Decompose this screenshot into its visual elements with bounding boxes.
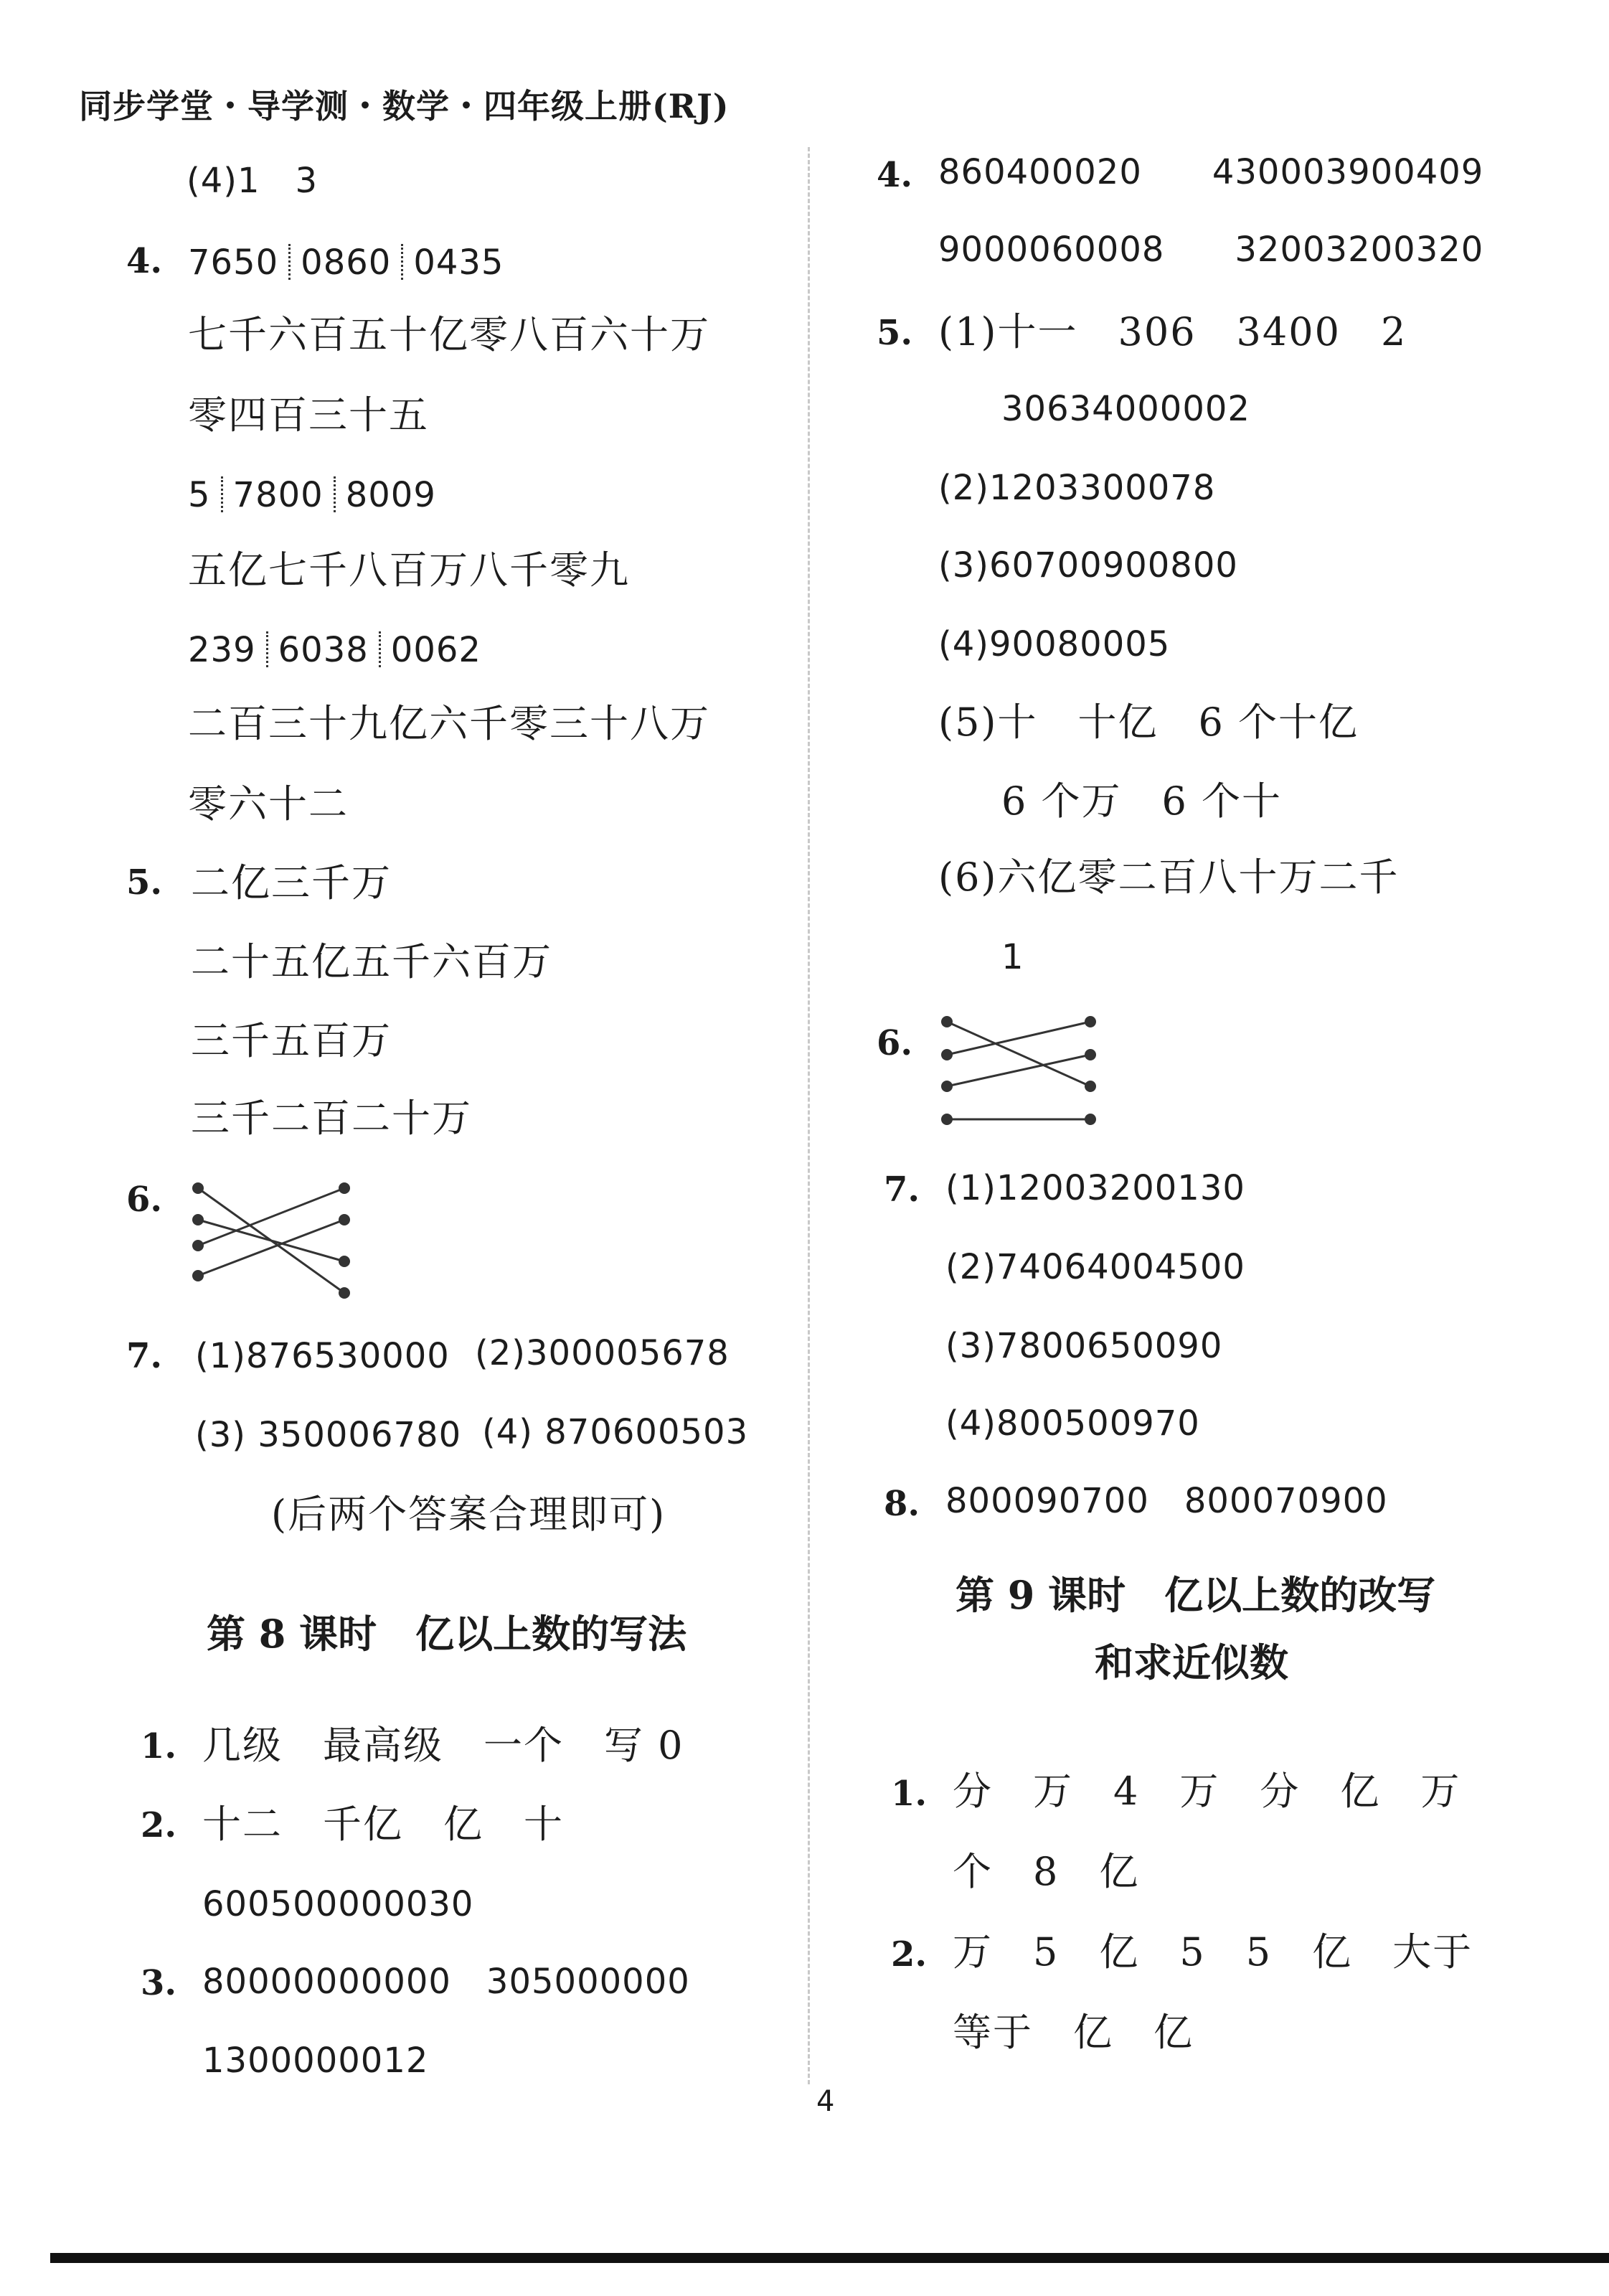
l8-q3-line-2: 1300000012 xyxy=(202,2041,429,2081)
q4-reading-3a: 二百三十九亿六千零三十八万 xyxy=(188,701,710,746)
q5-line-4: 三千二百二十万 xyxy=(191,1096,472,1141)
r-q4-line-1: 860400020 430003900409 xyxy=(938,152,1484,192)
l8-q1-number: 1. xyxy=(141,1726,177,1766)
r-q7-line-4: (4)800500970 xyxy=(945,1403,1200,1444)
r-q5-line-6: (6)六亿零二百八十万二千 xyxy=(938,855,1400,900)
q5-line-2: 二十五亿五千六百万 xyxy=(191,939,552,984)
q4-split-number-1: 7650 0860 0435 xyxy=(188,243,504,283)
q7-answer-1: (1)876530000 xyxy=(195,1336,450,1376)
answer-3-4: (4)1 3 xyxy=(187,161,319,201)
r-q5-line-5: (5)十 十亿 6 个十亿 xyxy=(938,700,1359,745)
page-number: 4 xyxy=(816,2085,835,2118)
r-q5-number: 5. xyxy=(877,313,913,353)
bottom-bar xyxy=(50,2253,1609,2263)
r-q8-number: 8. xyxy=(884,1484,920,1524)
lesson-9-title-line-1: 第 9 课时 亿以上数的改写 xyxy=(956,1572,1436,1618)
r-q7-number: 7. xyxy=(884,1170,920,1210)
r-q8-text: 800090700 800070900 xyxy=(945,1481,1388,1521)
q4-reading-1b: 零四百三十五 xyxy=(188,392,429,438)
r-q4-line-2: 9000060008 32003200320 xyxy=(938,230,1484,270)
q7-answer-4: (4) 870600503 xyxy=(482,1412,749,1452)
r-q5-line-1b: 30634000002 xyxy=(1001,389,1250,429)
r-q5-line-5b: 6 个万 6 个十 xyxy=(1001,778,1283,824)
q4-number: 4. xyxy=(126,241,163,281)
r-q7-line-3: (3)7800650090 xyxy=(945,1326,1223,1366)
q7-note: (后两个答案合理即可) xyxy=(271,1492,666,1537)
l9-q2-line-2: 等于 亿 亿 xyxy=(953,2010,1194,2055)
q7-answer-3: (3) 350006780 xyxy=(195,1415,462,1455)
page-header: 同步学堂・导学测・数学・四年级上册(RJ) xyxy=(79,87,730,126)
l9-q2-number: 2. xyxy=(891,1934,928,1975)
l8-q2-text: 十二 千亿 亿 十 xyxy=(202,1802,564,1847)
r-q5-line-2: (2)1203300078 xyxy=(938,468,1216,508)
q6-number: 6. xyxy=(126,1180,163,1220)
q5-number: 5. xyxy=(126,862,163,903)
column-divider xyxy=(808,147,810,2084)
l9-q1-line-1: 分 万 4 万 分 亿 万 xyxy=(953,1769,1461,1814)
q4-reading-1a: 七千六百五十亿零八百六十万 xyxy=(188,312,710,357)
r-q5-line-6b: 1 xyxy=(1001,937,1024,977)
l8-q2-line-2: 600500000030 xyxy=(202,1884,474,1924)
r-q5-line-1: (1)十一 306 3400 2 xyxy=(938,309,1407,354)
r-q6-matching-diagram xyxy=(937,1012,1109,1141)
q4-split-number-2: 5 7800 8009 xyxy=(188,475,436,515)
l9-q2-line-1: 万 5 亿 5 5 亿 大于 xyxy=(953,1929,1473,1975)
q4-reading-2: 五亿七千八百万八千零九 xyxy=(188,547,630,593)
q4-reading-3b: 零六十二 xyxy=(188,781,349,827)
lesson-8-title: 第 8 课时 亿以上数的写法 xyxy=(207,1611,687,1657)
q5-line-3: 三千五百万 xyxy=(191,1018,392,1063)
l8-q1-text: 几级 最高级 一个 写 0 xyxy=(202,1723,684,1768)
lesson-9-title-line-2: 和求近似数 xyxy=(1095,1639,1288,1685)
q5-line-1: 二亿三千万 xyxy=(191,860,392,905)
r-q7-line-2: (2)74064004500 xyxy=(945,1247,1245,1287)
l8-q2-number: 2. xyxy=(141,1805,177,1845)
q7-number: 7. xyxy=(126,1336,163,1376)
q7-answer-2: (2)300005678 xyxy=(475,1333,730,1373)
r-q6-number: 6. xyxy=(877,1023,913,1063)
l8-q3-number: 3. xyxy=(141,1963,177,2003)
l9-q1-line-2: 个 8 亿 xyxy=(953,1849,1140,1894)
q6-matching-diagram xyxy=(187,1177,359,1306)
r-q5-line-4: (4)90080005 xyxy=(938,624,1171,664)
r-q7-line-1: (1)12003200130 xyxy=(945,1168,1245,1208)
r-q5-line-3: (3)60700900800 xyxy=(938,545,1238,585)
q4-split-number-3: 239 6038 0062 xyxy=(188,630,481,670)
l8-q3-text: 80000000000 305000000 xyxy=(202,1962,690,2002)
r-q4-number: 4. xyxy=(877,155,913,195)
l9-q1-number: 1. xyxy=(891,1774,928,1814)
